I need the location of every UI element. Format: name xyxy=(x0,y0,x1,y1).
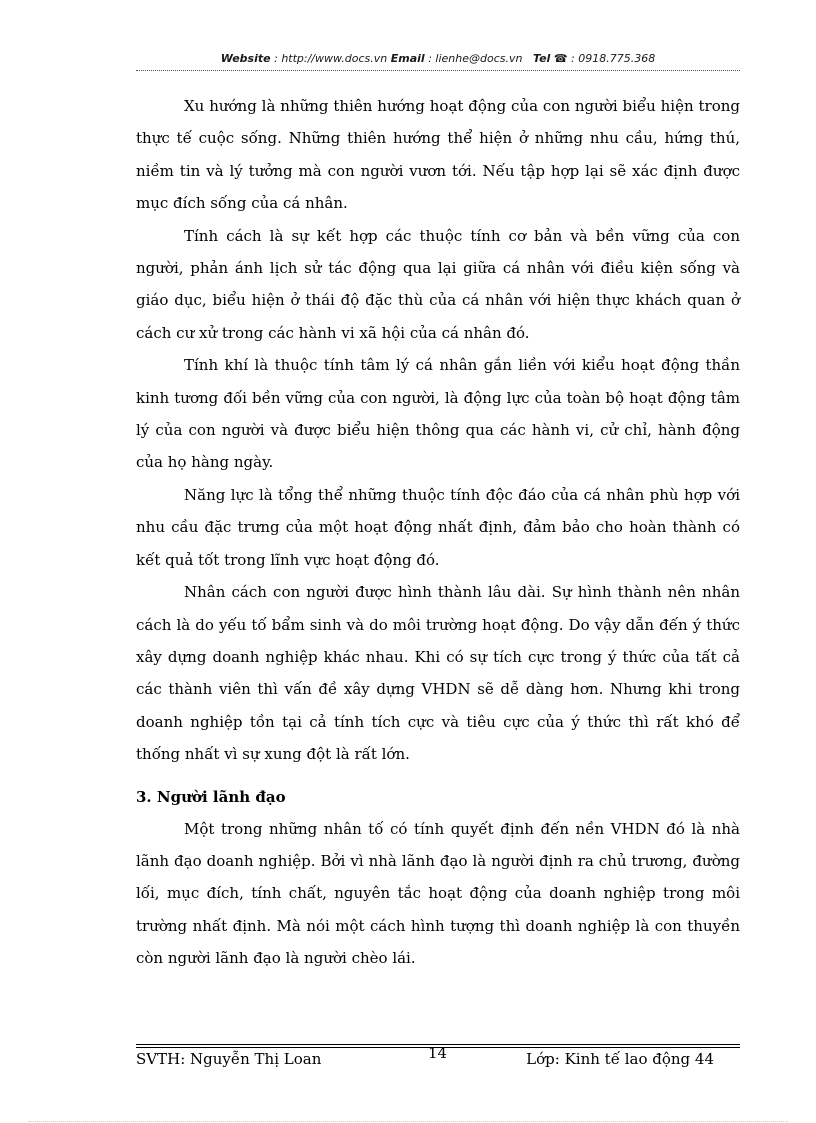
page-bottom-border xyxy=(28,1121,788,1122)
email-link[interactable]: lienhe@docs.vn xyxy=(435,52,523,65)
paragraph-tinh-cach: Tính cách là sự kết hợp các thuộc tính cơ bản và bền vững của con người, phản ánh lịch sử tác động qua lại giữa cá nhân với điều kiện sống và giáo dục, biểu hiện ở thái độ đặc thù của cá nhân với hiện thực khách quan ở cách cư xử trong các hành vi xã hội của cá nhân đó. xyxy=(136,226,740,342)
document-body xyxy=(136,90,740,975)
paragraph-tinh-khi: Tính khí là thuộc tính tâm lý cá nhân gắn liền với kiểu hoạt động thần kinh tương đối bền vững của con người, là động lực của toàn bộ hoạt động tâm lý của con người và được biểu hiện thông qua các hành vi, cử chỉ, hành động của họ hàng ngày. xyxy=(136,356,740,472)
email-label: Email xyxy=(390,52,425,65)
tel-label: Tel xyxy=(532,52,551,65)
page-number: 14 xyxy=(428,1044,448,1062)
header-divider xyxy=(136,70,740,71)
footer-student: SVTH: Nguyễn Thị Loan xyxy=(136,1050,322,1068)
page-header xyxy=(136,52,740,65)
phone-icon: ☎ xyxy=(553,52,568,65)
tel-value: 0918.775.368 xyxy=(578,52,656,65)
tel-separator: : xyxy=(567,52,579,65)
website-separator: : xyxy=(270,52,282,65)
website-label: Website xyxy=(220,52,271,65)
paragraph-xu-huong: Xu hướng là những thiên hướng hoạt động của con người biểu hiện trong thực tế cuộc sống. Những thiên hướng thể hiện ở những nhu cầu, hứng thú, niềm tin và lý tưởng mà con người vươn tới. Nếu tập hợp lại sẽ xác định được mục đích sống của cá nhân. xyxy=(136,97,740,213)
paragraph-nang-luc: Năng lực là tổng thể những thuộc tính độc đáo của cá nhân phù hợp với nhu cầu đặc trưng của một hoạt động nhất định, đảm bảo cho hoàn thành có kết quả tốt trong lĩnh vực hoạt động đó. xyxy=(136,485,740,569)
website-link[interactable]: http://www.docs.vn xyxy=(281,52,388,65)
paragraph-nguoi-lanh-dao: Một trong những nhân tố có tính quyết định đến nền VHDN đó là nhà lãnh đạo doanh nghiệp. Bởi vì nhà lãnh đạo là người định ra chủ trương, đường lối, mục đích, tính chất, nguyên tắc hoạt động của doanh nghiệp trong môi trường nhất định. Mà nói một cách hình tượng thì doanh nghiệp là con thuyền còn người lãnh đạo là người chèo lái. xyxy=(136,819,740,968)
footer-class: Lớp: Kinh tế lao động 44 xyxy=(526,1050,714,1068)
email-separator: : xyxy=(424,52,436,65)
paragraph-nhan-cach: Nhân cách con người được hình thành lâu dài. Sự hình thành nên nhân cách là do yếu tố bẩm sinh và do môi trường hoạt động. Do vậy dẫn đến ý thức xây dựng doanh nghiệp khác nhau. Khi có sự tích cực trong ý thức của tất cả các thành viên thì vấn đề xây dựng VHDN sẽ dễ dàng hơn. Nhưng khi trong doanh nghiệp tồn tại cả tính tích cực và tiêu cực của ý thức thì rất khó để thống nhất vì sự xung đột là rất lớn. xyxy=(136,583,740,764)
section-heading: 3. Người lãnh đạo xyxy=(136,787,286,806)
